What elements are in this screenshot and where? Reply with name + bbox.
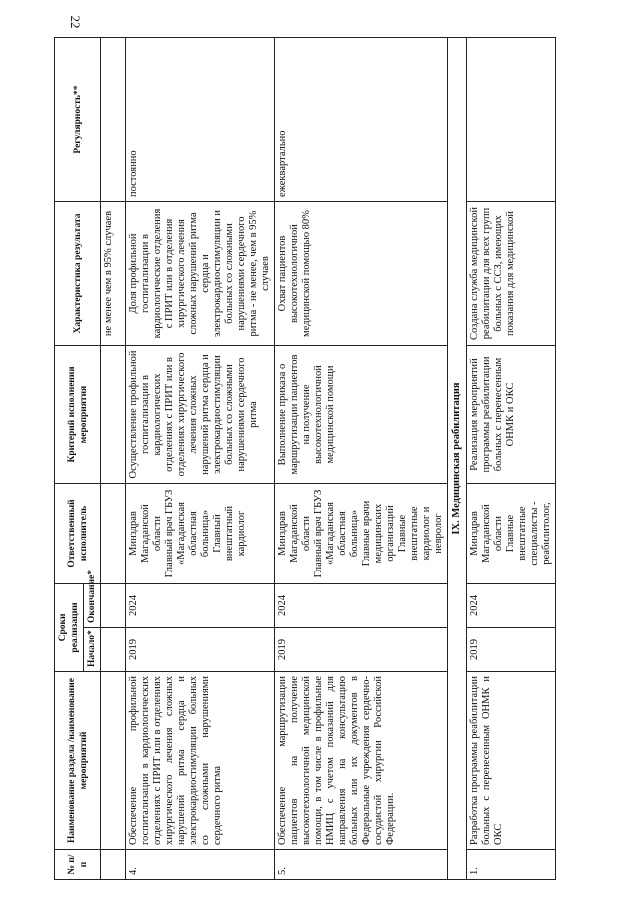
col-header-num: № п/п (55, 850, 101, 880)
header-row (55, 38, 84, 880)
cell-empty (101, 850, 126, 880)
cell-result: Доля профильной госпитализации в кардиологические отделения с ПРИТ или в отделения хирургического лечения сложных нарушений ритма сердца и электрокардиостимуляции и больных со сложными нарушениями сердечного ритма - не менее, чем в 95% случаев (126, 202, 275, 346)
cell-result: Охват пациентов высокотехнологичной медицинской помощью 80% (275, 202, 448, 346)
col-header-start: Начало* (84, 628, 101, 672)
cell-start: 2019 (467, 628, 556, 672)
measures-table (54, 37, 556, 880)
cell-criterion: Выполнение приказа о маршрутизации пациентов на получение высокотехнологичной медицинской помощи (275, 346, 448, 484)
cell-start: 2019 (275, 628, 448, 672)
cell-num: 1. (467, 850, 556, 880)
cell-regularity: постоянно (126, 38, 275, 202)
col-header-criterion: Критерий исполнения мероприятия (55, 346, 101, 484)
col-header-terms: Сроки реализации (55, 584, 84, 672)
cell-result: не менее чем в 95% случаев (101, 202, 126, 346)
cell-end: 2024 (467, 584, 556, 628)
cell-name: Обеспечение профильной госпитализации в кардиологических отделениях с ПРИТ или в отделениях хирургического лечения сложных нарушений ритма сердца и электрокардиостимуляции больных со сложными нарушениями сердечного ритма (126, 672, 275, 850)
cell-regularity (467, 38, 556, 202)
cell-name: Разработка программы реабилитации больных с перенесенным ОНМК и ОКС (467, 672, 556, 850)
page-number: 22 (68, 15, 83, 29)
col-header-name: Наименование раздела /наименование мероприятий (55, 672, 101, 850)
table-row (126, 38, 275, 880)
cell-empty (101, 346, 126, 484)
cell-responsible: Минздрав Магаданской области Главные внештатные специалисты - реабилитолог, (467, 484, 556, 584)
cell-criterion: Осуществление профильной госпитализации в кардиологических отделениях с ПРИТ или в отделениях хирургического лечения сложных нарушений ритма сердца и электрокардиостимуляции больных со сложными нарушениями сердечного ритма (126, 346, 275, 484)
cell-end: 2024 (126, 584, 275, 628)
rotated-table-frame (54, 38, 602, 880)
cell-empty (101, 584, 126, 628)
cell-responsible: Минздрав Магаданской области Главный врач ГБУЗ «Магаданская областная больница» Главный внештатный кардиолог (126, 484, 275, 584)
cell-end: 2024 (275, 584, 448, 628)
section-title: IX. Медицинская реабилитация (448, 38, 467, 880)
cell-responsible: Минздрав Магаданской области Главный врач ГБУЗ «Магаданская областная больница» Главные врачи медицинских организаций Главные внештатные кардиолог и невролог (275, 484, 448, 584)
table-row (275, 38, 448, 880)
cell-empty (101, 672, 126, 850)
cell-name: Обеспечение маршрутизации пациентов на получение высокотехнологичной медицинской помощи, в том числе в профильные НМИЦ с учетом показаний для направления на консультацию больных или их документов в Федеральные учреждения сердечно-сосудистой хирургии Российской Федерации. (275, 672, 448, 850)
continuation-row (101, 38, 126, 880)
cell-empty (101, 38, 126, 202)
cell-num: 5. (275, 850, 448, 880)
cell-num: 4. (126, 850, 275, 880)
col-header-result: Характеристика результата (55, 202, 101, 346)
cell-result: Создана служба медицинской реабилитации для всех групп больных с ССЗ, имеющих показания для медицинской (467, 202, 556, 346)
cell-empty (101, 484, 126, 584)
col-header-regularity: Регулярность** (55, 38, 101, 202)
cell-start: 2019 (126, 628, 275, 672)
cell-empty (101, 628, 126, 672)
table-row (467, 38, 556, 880)
cell-criterion: Реализация мероприятий программы реабилитации больных с перенесенным ОНМК и ОКС (467, 346, 556, 484)
section-header-row (448, 38, 467, 880)
cell-regularity: ежеквартально (275, 38, 448, 202)
col-header-responsible: Ответственный исполнитель (55, 484, 101, 584)
col-header-end: Окончание* (84, 584, 101, 628)
